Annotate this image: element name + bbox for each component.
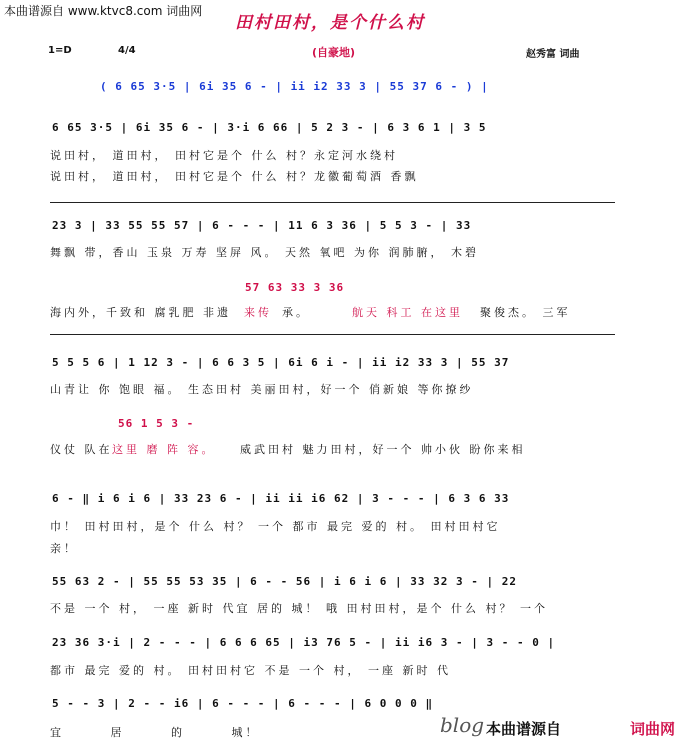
lyric-line-5c: 威武田村 魅力田村，好一个 帅小伙 盼你来相: [240, 443, 526, 456]
lyric-line-1b: 说田村， 道田村， 田村它是个 什么 村？龙徽葡萄酒 香飘: [50, 170, 419, 183]
notation-line-5: 56 1 5 3 -: [118, 417, 195, 430]
song-author: 赵秀富 词曲: [526, 49, 580, 60]
site-header: 本曲谱源自 www.ktvc8.com 词曲网: [4, 4, 203, 18]
lyric-line-3a: 海内外，千致和 腐乳肥 非遗: [50, 306, 231, 319]
footer-site: 词曲网: [630, 720, 676, 738]
notation-line-9: 5 - - 3 | 2 - - i6 | 6 - - - | 6 - - - | 6 0 0 0 ‖: [52, 697, 434, 710]
lyric-line-9a: 宜 居 的 城！: [50, 726, 260, 739]
lyric-line-3c: 承。: [282, 306, 310, 319]
lyric-line-5a: 仪仗 队在: [50, 443, 113, 456]
lyric-line-5b: 这里 磨 阵 容。: [112, 443, 216, 456]
song-title: 田村田村，是个什么村: [235, 13, 425, 33]
footer-blog: blog: [440, 713, 485, 737]
lyric-line-3e: 聚俊杰。 三军: [480, 306, 571, 319]
lyric-line-2a: 舞飘 带，香山 玉泉 万寿 坚屏 风。 天然 氧吧 为你 润肺腑， 木碧: [50, 246, 479, 259]
notation-line-3: 57 63 33 3 36: [245, 281, 345, 294]
time-signature: 4/4: [118, 45, 136, 56]
section-rule: [50, 202, 615, 203]
lyric-line-1a: 说田村， 道田村， 田村它是个 什么 村？永定河水绕村: [50, 149, 398, 162]
notation-line-6: 6 - ‖ i 6 i 6 | 33 23 6 - | ii ii i6 62 | 3 - - - | 6 3 6 33: [52, 492, 510, 505]
lyric-line-4a: 山青让 你 饱眼 福。 生态田村 美丽田村，好一个 俏新娘 等你撩纱: [50, 383, 474, 396]
lyric-line-6b: 亲！: [50, 542, 78, 555]
key-signature: 1=D: [48, 45, 72, 56]
notation-line-2: 23 3 | 33 55 55 57 | 6 - - - | 11 6 3 36 | 5 5 3 - | 33: [52, 219, 472, 232]
notation-line-4: 5 5 5 6 | 1 12 3 - | 6 6 3 5 | 6i 6 i - | ii i2 33 3 | 55 37: [52, 356, 510, 369]
notation-line-1: 6 65 3·5 | 6i 35 6 - | 3·i 6 66 | 5 2 3 - | 6 3 6 1 | 3 5: [52, 121, 487, 134]
lyric-line-6a: 巾！ 田村田村，是个 什么 村？ 一个 都市 最完 爱的 村。 田村田村它: [50, 520, 501, 533]
lyric-line-7a: 不是 一个 村， 一座 新时 代宜 居的 城！ 哦 田村田村，是个 什么 村？ 一个: [50, 602, 548, 615]
song-subtitle: (自豪地): [312, 46, 356, 59]
lyric-line-3d: 航天 科工 在这里: [352, 306, 463, 319]
lyric-line-3b: 来传: [244, 306, 272, 319]
notation-line-8: 23 36 3·i | 2 - - - | 6 6 6 65 | i3 76 5 - | ii i6 3 - | 3 - - 0 |: [52, 636, 556, 649]
section-rule: [50, 334, 615, 335]
intro-notation: ( 6 65 3·5 | 6i 35 6 - | ii i2 33 3 | 55 37 6 - ) |: [100, 80, 489, 93]
lyric-line-8a: 都市 最完 爱的 村。 田村田村它 不是 一个 村， 一座 新时 代: [50, 664, 451, 677]
notation-line-7: 55 63 2 - | 55 55 53 35 | 6 - - 56 | i 6 i 6 | 33 32 3 - | 22: [52, 575, 517, 588]
footer-source: 本曲谱源自: [486, 720, 562, 738]
